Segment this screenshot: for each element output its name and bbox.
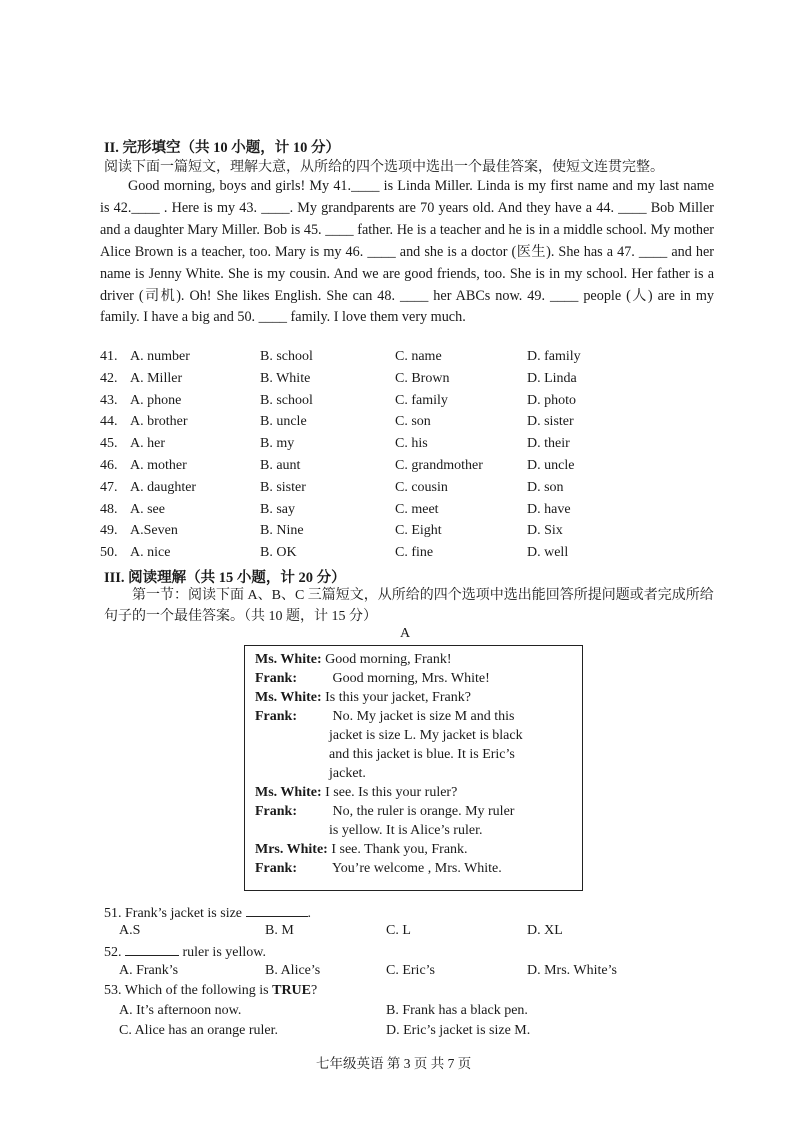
speaker-name: Ms. White:: [255, 690, 322, 705]
question-stem: 51. Frank’s jacket is size .: [104, 906, 312, 921]
speaker-name: Frank:: [255, 709, 297, 724]
passage-label: A: [400, 626, 411, 641]
option-d: D. Linda: [527, 370, 577, 386]
dialogue-text: Good morning, Mrs. White!: [332, 671, 490, 686]
dialogue-line: [255, 728, 523, 744]
speaker-name: Ms. White:: [255, 785, 322, 800]
option-a: A. her: [130, 436, 165, 452]
section2-instruction: 阅读下面一篇短文，理解大意，从所给的四个选项中选出一个最佳答案，使短文连贯完整。: [104, 160, 664, 175]
option-c: C. name: [395, 349, 442, 364]
option-b: B. Frank has a black pen.: [386, 1003, 528, 1018]
option-d: D. son: [527, 479, 564, 495]
question-number: 41.: [100, 349, 118, 364]
option-d: D. XL: [527, 923, 563, 938]
dialogue-line: [255, 861, 502, 877]
page-footer: 七年级英语 第 3 页 共 7 页: [316, 1056, 472, 1071]
dialogue-text: and this jacket is blue. It is Eric’s: [329, 747, 515, 762]
option-b: B. Alice’s: [265, 963, 321, 978]
option-a: A.S: [119, 923, 141, 938]
option-a: A. brother: [130, 414, 188, 430]
option-row: [100, 436, 720, 458]
option-a: A. It’s afternoon now.: [119, 1003, 242, 1018]
option-c: C. Eight: [395, 523, 442, 539]
option-row: [100, 523, 720, 545]
dialogue-text: Good morning, Frank!: [325, 652, 452, 667]
option-b: B. school: [260, 392, 313, 408]
option-b: B. aunt: [260, 458, 301, 473]
option-row: [100, 393, 720, 415]
option-c: C. his: [395, 436, 428, 452]
option-b: B. M: [265, 923, 294, 938]
option-d: D. family: [527, 349, 581, 364]
answer-blank[interactable]: [125, 943, 179, 956]
dialogue-line: [255, 709, 514, 725]
question-text: ruler is yellow.: [182, 945, 266, 960]
question-number: 49.: [100, 523, 118, 539]
dialogue-text: jacket.: [329, 766, 366, 781]
option-d: D. well: [527, 545, 569, 561]
option-a: A. Miller: [130, 370, 183, 386]
dialogue-text: Is this your jacket, Frank?: [325, 690, 471, 705]
question-number: 52.: [104, 945, 122, 960]
dialogue-box: [244, 645, 583, 891]
option-c: C. Alice has an orange ruler.: [119, 1023, 279, 1038]
question-text: 51. Frank’s jacket is size: [104, 906, 243, 921]
question-number: 42.: [100, 370, 118, 386]
section2-heading: II. 完形填空（共 10 小题，计 10 分）: [104, 140, 341, 156]
option-d: D. have: [527, 501, 571, 517]
option-d: D. Six: [527, 523, 563, 539]
option-a: A. number: [130, 349, 190, 364]
dialogue-line: [255, 671, 490, 687]
option-a: A.Seven: [130, 523, 178, 539]
dialogue-text: I see. Thank you, Frank.: [331, 842, 468, 857]
option-a: A. nice: [130, 545, 171, 561]
option-d: D. photo: [527, 392, 576, 408]
option-c: C. fine: [395, 545, 434, 561]
option-row: [100, 414, 720, 436]
answer-blank[interactable]: [246, 904, 308, 917]
option-row: [100, 371, 720, 393]
option-c: C. meet: [395, 501, 439, 517]
question-number: 45.: [100, 436, 118, 452]
dialogue-line: [255, 652, 452, 668]
dialogue-text: No. My jacket is size M and this: [332, 709, 515, 724]
question-number: 43.: [100, 392, 118, 408]
section3-instruction: 第一节：阅读下面 A、B、C 三篇短文，从所给的四个选项中选出能回答所提问题或者完成所给句子的一个最佳答案。（共 10 题，计 15 分）: [104, 588, 714, 624]
option-c: C. son: [395, 414, 431, 430]
option-c: C. grandmother: [395, 458, 483, 473]
dialogue-text: You’re welcome , Mrs. White.: [331, 861, 502, 876]
option-row: [100, 458, 720, 480]
dialogue-line: [255, 766, 366, 782]
option-b: B. OK: [260, 545, 297, 561]
option-c: C. Eric’s: [386, 963, 435, 978]
dialogue-line: [255, 804, 514, 820]
option-row: [100, 502, 720, 524]
dialogue-text: jacket is size L. My jacket is black: [329, 728, 523, 743]
option-b: B. my: [260, 436, 295, 452]
question-number: 48.: [100, 501, 118, 517]
option-a: A. Frank’s: [119, 963, 179, 978]
option-a: A. see: [130, 501, 165, 517]
question-stem: [104, 943, 266, 961]
option-b: B. sister: [260, 479, 306, 495]
dialogue-line: [255, 842, 468, 858]
option-c: C. L: [386, 923, 411, 938]
dialogue-line: [255, 747, 515, 763]
option-d: D. their: [527, 436, 570, 452]
speaker-name: Frank:: [255, 861, 297, 876]
option-a: A. phone: [130, 392, 182, 408]
option-b: B. Nine: [260, 523, 304, 539]
option-c: C. Brown: [395, 370, 450, 386]
question-number: 46.: [100, 458, 118, 473]
dialogue-text: is yellow. It is Alice’s ruler.: [329, 823, 483, 838]
option-c: C. family: [395, 392, 448, 408]
dialogue-line: [255, 690, 471, 706]
option-d: D. Eric’s jacket is size M.: [386, 1023, 531, 1038]
dialogue-text: No, the ruler is orange. My ruler: [332, 804, 515, 819]
question-number: 47.: [100, 479, 118, 495]
speaker-name: Mrs. White:: [255, 842, 328, 857]
option-d: D. uncle: [527, 458, 575, 473]
speaker-name: Ms. White:: [255, 652, 322, 667]
question-number: 50.: [100, 545, 118, 561]
option-row: [100, 545, 720, 567]
speaker-name: Frank:: [255, 804, 297, 819]
speaker-name: Frank:: [255, 671, 297, 686]
question-stem: 53. Which of the following is TRUE?: [104, 983, 318, 998]
cloze-passage: [100, 176, 714, 329]
option-d: D. sister: [527, 414, 574, 430]
option-a: A. mother: [130, 458, 187, 473]
option-b: B. school: [260, 349, 313, 364]
option-d: D. Mrs. White’s: [527, 963, 617, 978]
dialogue-text: I see. Is this your ruler?: [325, 785, 458, 800]
dialogue-line: [255, 785, 457, 801]
question-number: 44.: [100, 414, 118, 430]
section3-heading: III. 阅读理解（共 15 小题，计 20 分）: [104, 570, 346, 586]
option-b: B. uncle: [260, 414, 307, 430]
option-row: [100, 480, 720, 502]
cloze-passage-text: Good morning, boys and girls! My 41.____ is Linda Miller. Linda is my first name and my last name is 42.____ . Here is my 43. ____. My grandparents are 70 years old. And they have a 44. ____ Bob Miller and a daughter Mary Miller. Bob is 45. ____ father. He is a teacher and he is in a middle school. My mother Alice Brown is a teacher, too. Mary is my 46. ____ and she is a doctor (医生). She has a 47. ____ and her name is Jenny White. She is my cousin. And we are good friends, too. She is in my school. Her father is a driver (司机). Oh! She likes English. She can 48. ____ her ABCs now. 49. ____ people (人) are in my family. I have a big and 50. ____ family. I love them very much.: [100, 178, 714, 326]
option-b: B. say: [260, 501, 295, 517]
option-row: [100, 349, 720, 371]
dialogue-line: [255, 823, 482, 839]
option-a: A. daughter: [130, 479, 197, 495]
option-b: B. White: [260, 370, 311, 386]
option-c: C. cousin: [395, 479, 448, 495]
